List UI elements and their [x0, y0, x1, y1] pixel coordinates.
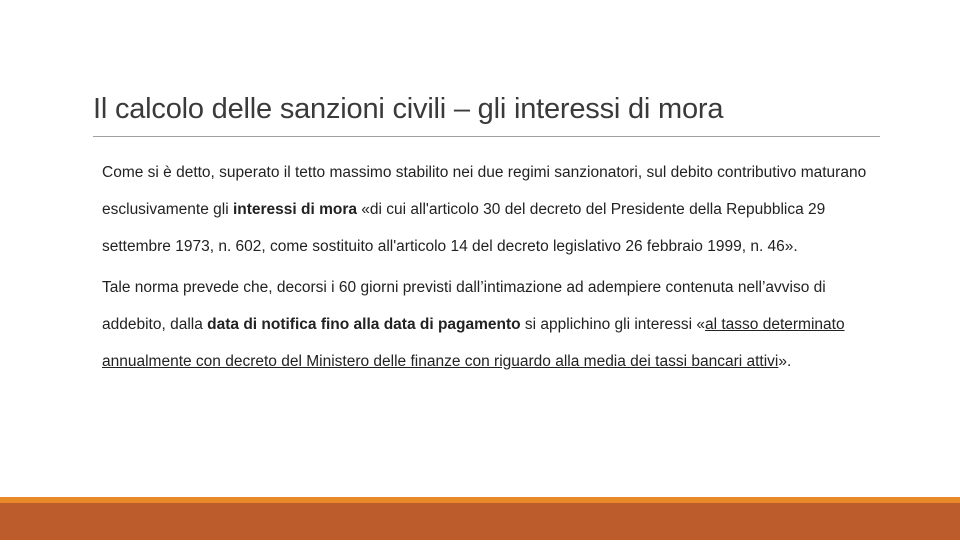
paragraph-2-text-c: ».	[778, 353, 792, 370]
paragraph-1-bold: interessi di mora	[232, 201, 357, 218]
paragraph-2-underlined-quote: al tasso determinato annualmente con decreto del Ministero delle finanze con riguardo alla media dei tassi bancari attivi	[102, 316, 845, 370]
paragraph-1-text-a: Come si è detto, superato il tetto massimo stabilito nei due regimi sanzionatori, sul debito contributivo maturano esclusivamente gli	[102, 164, 867, 218]
paragraph-1	[102, 154, 872, 265]
slide-body	[102, 154, 872, 380]
footer-bar	[0, 503, 960, 540]
paragraph-2-text-b: si applichino gli interessi «	[520, 316, 705, 333]
title-divider	[93, 136, 880, 137]
paragraph-1-text-b: «di cui all'articolo 30 del decreto del Presidente della Repubblica 29 settembre 1973, n. 602, come sostituito all'articolo 14 del decreto legislativo 26 febbraio 1999, n. 46».	[102, 201, 826, 255]
slide-title: Il calcolo delle sanzioni civili – gli interessi di mora	[93, 93, 724, 125]
paragraph-2-bold: data di notifica fino alla data di pagamento	[207, 316, 521, 333]
paragraph-2-text-a: Tale norma prevede che, decorsi i 60 giorni previsti dall’intimazione ad adempiere contenuta nell’avviso di addebito, dalla	[102, 279, 826, 333]
paragraph-2	[102, 269, 872, 380]
